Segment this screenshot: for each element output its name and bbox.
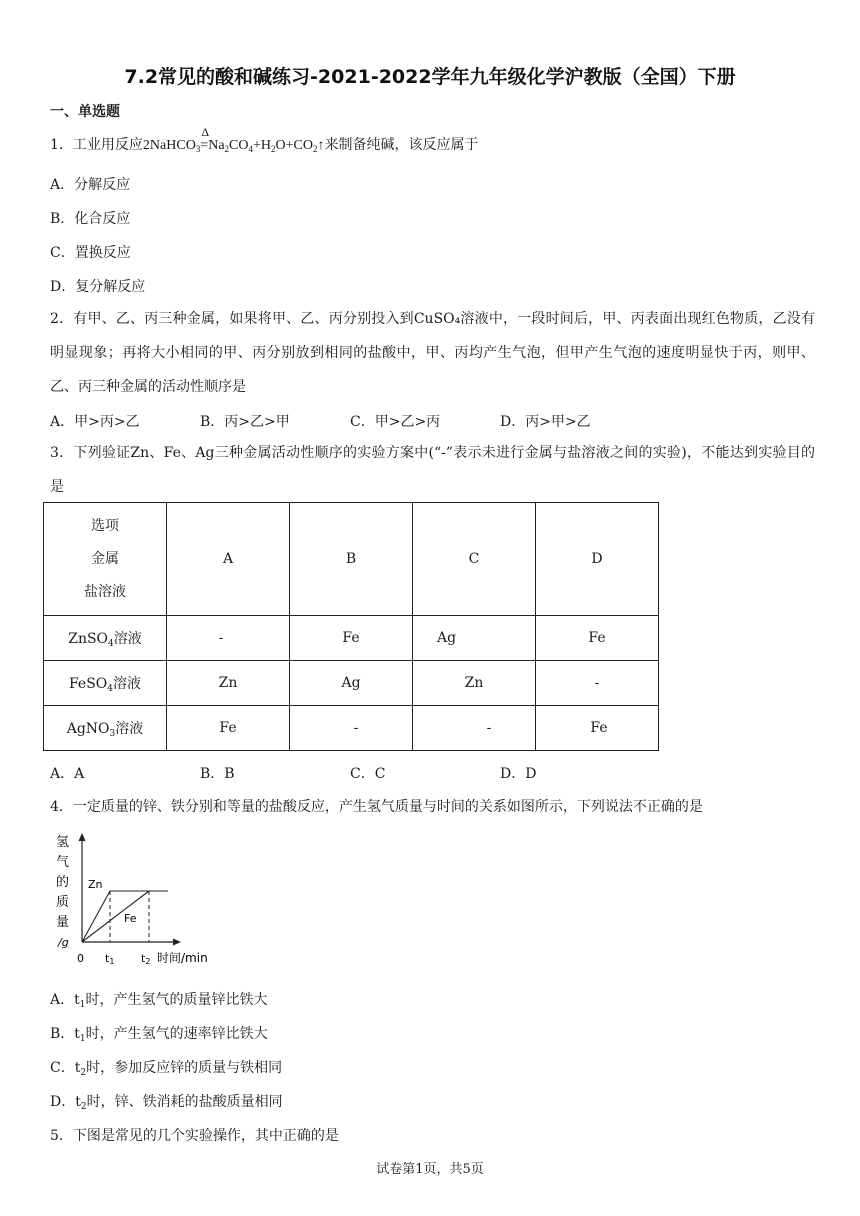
option-c[interactable]: C．$t_2$时，参加反应锌的质量与铁相同	[50, 1060, 283, 1078]
t1-label: t1	[105, 952, 115, 966]
t2-label: t2	[141, 952, 151, 966]
question-2-options	[50, 411, 591, 431]
page-title: 7.2常见的酸和碱练习-2021-2022学年九年级化学沪教版（全国）下册	[124, 66, 736, 88]
fe-label: Fe	[124, 912, 137, 925]
origin-label: 0	[77, 952, 84, 965]
question-1-stem	[50, 125, 479, 154]
table-cell: Ag	[413, 616, 536, 661]
column-header: B	[290, 503, 413, 616]
table-row	[44, 661, 659, 706]
option-b[interactable]: B．丙>乙>甲	[200, 414, 290, 430]
row-header-salt: AgNO$_3$溶液	[44, 706, 167, 751]
option-d[interactable]: D．D	[500, 766, 537, 782]
option-a[interactable]: A．A	[50, 766, 85, 782]
table-cell: -	[290, 706, 413, 751]
table-cell: Fe	[536, 706, 659, 751]
question-text: 工业用反应	[72, 137, 143, 153]
table-cell: Ag	[290, 661, 413, 706]
x-axis-arrow-icon	[173, 939, 181, 946]
option-b[interactable]: B．$t_1$时，产生氢气的速率锌比铁大	[50, 1026, 268, 1044]
column-header: A	[167, 503, 290, 616]
heat-condition-symbol: Δ	[201, 125, 210, 139]
table-cell: Fe	[536, 616, 659, 661]
y-axis-label-char: 气	[56, 855, 70, 870]
option-a[interactable]: A．分解反应	[50, 177, 131, 193]
option-a[interactable]: A．$t_1$时，产生氢气的质量锌比铁大	[50, 992, 268, 1010]
table-cell: -	[167, 616, 290, 661]
question-number: 1．	[50, 137, 73, 153]
option-d[interactable]: D．丙>甲>乙	[500, 414, 591, 430]
table-cell: Zn	[413, 661, 536, 706]
option-b[interactable]: B．化合反应	[50, 211, 131, 227]
table-header-row	[44, 503, 659, 616]
question-4-stem: 4．一定质量的锌、铁分别和等量的盐酸反应，产生氢气质量与时间的关系如图所示，下列说法不正确的是	[50, 799, 703, 815]
question-3-options	[50, 763, 536, 783]
chemical-equation: 2NaHCO$_3$ Δ $=Na_2CO_4+H_2O+CO_2↑$	[142, 125, 325, 154]
question-2-stem: 2．有甲、乙、丙三种金属，如果将甲、乙、丙分别投入到CuSO₄溶液中，一段时间后，甲、丙表面出现红色物质，乙没有明显现象；再将大小相同的甲、丙分别放到相同的盐酸中，甲、丙均产生气泡，但甲产生气泡的速度明显快于丙，则甲、乙、丙三种金属的活动性顺序是	[50, 311, 815, 395]
question-5-stem: 5．下图是常见的几个实验操作，其中正确的是	[50, 1128, 339, 1144]
question-3-stem: 3．下列验证Zn、Fe、Ag三种金属活动性顺序的实验方案中(“-”表示未进行金属与盐溶液之间的实验)，不能达到实验目的是	[50, 445, 815, 495]
option-b[interactable]: B．B	[200, 766, 235, 782]
option-c[interactable]: C．甲>乙>丙	[350, 414, 441, 430]
gas-arrow-icon: ↑	[317, 138, 325, 153]
option-c[interactable]: C．置换反应	[50, 245, 131, 261]
table-cell: Fe	[290, 616, 413, 661]
option-a[interactable]: A．甲>丙>乙	[50, 414, 140, 430]
option-d[interactable]: D．$t_2$时，锌、铁消耗的盐酸质量相同	[50, 1094, 283, 1112]
table-row	[44, 706, 659, 751]
option-d[interactable]: D．复分解反应	[50, 279, 146, 295]
experiment-table	[43, 502, 659, 751]
column-header: C	[413, 503, 536, 616]
y-axis-label-char: 氢	[56, 835, 70, 850]
y-axis-arrow-icon	[79, 833, 86, 841]
row-header-salt: ZnSO$_4$溶液	[44, 616, 167, 661]
option-c[interactable]: C．C	[350, 766, 386, 782]
page-footer: 试卷第1页，共5页	[376, 1162, 484, 1177]
table-cell: -	[413, 706, 536, 751]
table-corner-header: 选项 金属 盐溶液	[44, 503, 167, 616]
y-axis-label-char: 量	[56, 915, 70, 930]
table-cell: -	[536, 661, 659, 706]
column-header: D	[536, 503, 659, 616]
zn-label: Zn	[88, 878, 103, 891]
table-cell: Fe	[167, 706, 290, 751]
y-axis-label-char: 质	[56, 895, 70, 910]
row-header-salt: FeSO$_4$溶液	[44, 661, 167, 706]
hydrogen-mass-graph	[52, 830, 232, 970]
y-axis-label-char: 的	[56, 875, 70, 890]
question-text: 来制备纯碱，该反应属于	[324, 137, 479, 153]
table-row	[44, 616, 659, 661]
section-heading: 一、单选题	[50, 104, 120, 120]
y-axis-unit: /g	[58, 936, 69, 949]
table-cell: Zn	[167, 661, 290, 706]
fe-curve	[82, 891, 149, 942]
x-axis-label: 时间/min	[157, 951, 208, 965]
